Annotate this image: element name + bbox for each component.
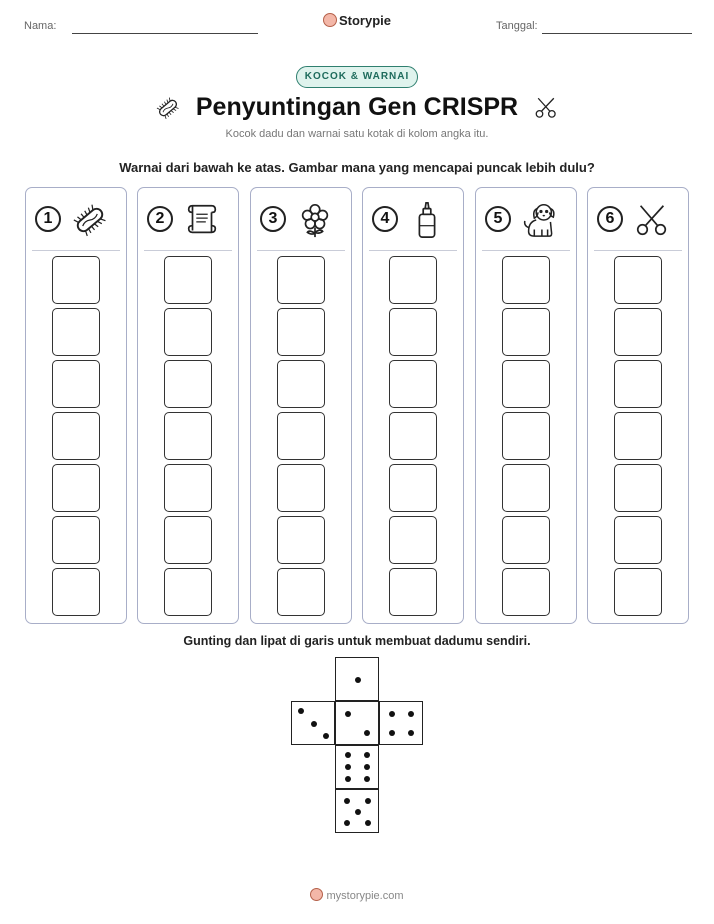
color-box[interactable] (502, 464, 550, 512)
die-pip (298, 708, 304, 714)
color-box[interactable] (164, 360, 212, 408)
die-pip (344, 798, 350, 804)
storypie-logo-icon (323, 13, 337, 27)
column-3 (250, 187, 352, 624)
die-pip (345, 776, 351, 782)
die-pip (364, 730, 370, 736)
name-line[interactable] (72, 33, 258, 34)
column-6 (587, 187, 689, 624)
color-box[interactable] (52, 464, 100, 512)
color-box[interactable] (614, 308, 662, 356)
storypie-logo-icon (310, 888, 323, 901)
color-box[interactable] (389, 360, 437, 408)
die-face-1 (335, 657, 379, 701)
color-box[interactable] (389, 464, 437, 512)
color-box[interactable] (277, 568, 325, 616)
page-subtitle: Kocok dadu dan warnai satu kotak di kolom angka itu. (225, 128, 489, 140)
color-box[interactable] (502, 516, 550, 564)
die-face-4 (379, 701, 423, 745)
scissors-icon (633, 201, 671, 239)
puppy-icon (521, 201, 559, 239)
column-5 (475, 187, 577, 624)
color-box[interactable] (614, 464, 662, 512)
die-pip (345, 752, 351, 758)
color-box[interactable] (502, 412, 550, 460)
date-label: Tanggal: (496, 20, 538, 32)
color-box[interactable] (389, 256, 437, 304)
column-2 (137, 187, 239, 624)
scroll-icon (183, 201, 221, 239)
column-number: 4 (372, 206, 398, 232)
color-box[interactable] (502, 256, 550, 304)
brand-logo (0, 13, 714, 28)
color-box[interactable] (277, 256, 325, 304)
die-pip (364, 764, 370, 770)
die-pip (345, 764, 351, 770)
die-pip (323, 733, 329, 739)
die-pip (365, 798, 371, 804)
color-box[interactable] (389, 516, 437, 564)
column-1 (25, 187, 127, 624)
color-box[interactable] (502, 308, 550, 356)
die-pip (355, 677, 361, 683)
date-line[interactable] (542, 33, 692, 34)
color-box[interactable] (389, 308, 437, 356)
color-box[interactable] (277, 360, 325, 408)
column-divider (594, 250, 682, 251)
color-box[interactable] (164, 308, 212, 356)
color-box[interactable] (277, 412, 325, 460)
column-number: 6 (597, 206, 623, 232)
game-type-badge: KOCOK & WARNAI (296, 66, 418, 88)
die-pip (408, 730, 414, 736)
color-box[interactable] (164, 464, 212, 512)
footer-url[interactable]: mystorypie.com (326, 890, 404, 902)
color-box[interactable] (164, 256, 212, 304)
color-box[interactable] (52, 516, 100, 564)
color-box[interactable] (614, 568, 662, 616)
color-box[interactable] (277, 516, 325, 564)
color-box[interactable] (614, 256, 662, 304)
color-box[interactable] (52, 412, 100, 460)
die-pip (364, 776, 370, 782)
color-box[interactable] (389, 412, 437, 460)
column-number: 1 (35, 206, 61, 232)
die-pip (408, 711, 414, 717)
die-pip (364, 752, 370, 758)
die-pip (344, 820, 350, 826)
column-number: 5 (485, 206, 511, 232)
column-number: 2 (147, 206, 173, 232)
die-pip (355, 809, 361, 815)
color-box[interactable] (164, 516, 212, 564)
color-box[interactable] (614, 412, 662, 460)
color-box[interactable] (389, 568, 437, 616)
color-box[interactable] (164, 412, 212, 460)
name-label: Nama: (24, 20, 57, 32)
die-pip (389, 711, 395, 717)
color-box[interactable] (164, 568, 212, 616)
die-pip (311, 721, 317, 727)
footer (0, 888, 714, 902)
color-box[interactable] (52, 308, 100, 356)
color-box[interactable] (614, 516, 662, 564)
brand-name: Storypie (338, 13, 391, 28)
color-box[interactable] (277, 308, 325, 356)
color-box[interactable] (614, 360, 662, 408)
flower-icon (296, 201, 334, 239)
column-divider (257, 250, 345, 251)
die-pip (389, 730, 395, 736)
color-box[interactable] (52, 360, 100, 408)
die-face-2 (335, 701, 379, 745)
bacteria-icon (71, 201, 109, 239)
column-divider (144, 250, 232, 251)
die-face-3 (291, 701, 335, 745)
color-box[interactable] (52, 568, 100, 616)
column-4 (362, 187, 464, 624)
page-title: Penyuntingan Gen CRISPR (195, 93, 519, 121)
die-face-6 (335, 745, 379, 789)
column-divider (32, 250, 120, 251)
color-box[interactable] (502, 568, 550, 616)
color-box[interactable] (502, 360, 550, 408)
glue-bottle-icon (408, 201, 446, 239)
column-divider (369, 250, 457, 251)
column-divider (482, 250, 570, 251)
die-pip (365, 820, 371, 826)
color-box[interactable] (52, 256, 100, 304)
die-face-5 (335, 789, 379, 833)
cut-instruction: Gunting dan lipat di garis untuk membuat dadumu sendiri. (183, 634, 531, 648)
column-number: 3 (260, 206, 286, 232)
die-pip (345, 711, 351, 717)
scissors-icon (533, 95, 559, 121)
color-box[interactable] (277, 464, 325, 512)
instruction-text: Warnai dari bawah ke atas. Gambar mana yang mencapai puncak lebih dulu? (119, 160, 595, 175)
